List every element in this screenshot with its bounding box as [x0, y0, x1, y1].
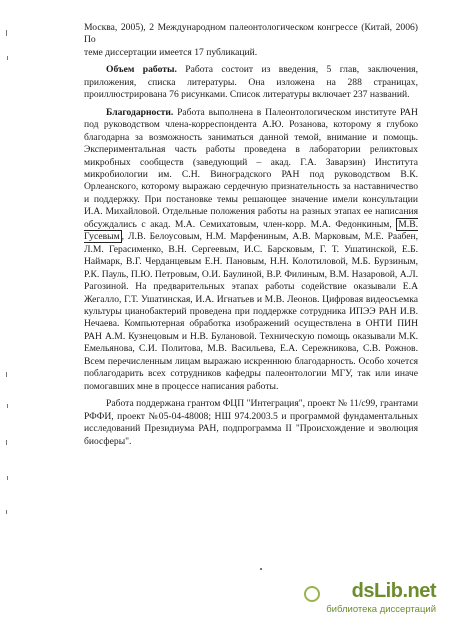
- watermark-caption: библиотека диссертаций: [326, 604, 436, 615]
- thanks-text-part-2: , Л.В. Белоусовым, Н.М. Марфениным, А.В. Марковым, М.Е. Раабен, Л.М. Герасименко, В.Н. Сергеевым, И.С. Барсковым, Г. Т. Ушатинской, Е.Б. Наймарк, В.Г. Черданцевым Е.Н. Пановым, Н.Н. Колотиловой, М.Б. Бурзиным, Р.К. Пауль, П.Ю. Петровым, О.И. Баулиной, В.Р. Филиным, В.М. Назаровой, А.Л. Рагозиной. На предварительных этапах работы содействие оказывали Е.А Жегалло, Г.Т. Ушатинская, И.А. Игнатьев и М.В. Леонов. Цифровая видеосъемка культуры цианобактерий проведена при поддержке сотрудника ИПЭЭ РАН И.В. Нечаева. Компьютерная обработка изображений осуществлена в ОНТИ ПИН РАН А.М. Кузнецовым и Н.В. Булановой. Техническую помощь оказывали М.К. Емельянова, С.И. Политова, М.В. Васильева, Е.А. Сережникова, С.В. Рожнов. Всем перечисленным лицам выражаю искреннюю благодарность. Особо хочется поблагодарить всех сотрудников кафедры палеонтологии МГУ, так или иначе помогавших мне в процессе написания работы.: [84, 231, 418, 392]
- scan-artifact: [6, 510, 7, 514]
- scan-artifact: [6, 440, 7, 445]
- logo-ring-icon: [304, 586, 320, 602]
- scan-artifact: [6, 30, 7, 36]
- volume-heading: Объем работы.: [106, 64, 177, 76]
- intro-line-1: Москва, 2005), 2 Международном палеонтологическом конгрессе (Китай, 2006) По: [84, 22, 418, 46]
- intro-paragraph: [84, 22, 418, 59]
- scan-artifact: [6, 372, 7, 377]
- scan-artifact: [7, 56, 8, 60]
- volume-paragraph: [84, 64, 418, 101]
- highlighted-name: М.В. Гусевым: [84, 218, 418, 243]
- volume-text: Работа состоит из введения, 5 глав, заключения, приложения, списка литературы. Она изложена на 288 страницах, проиллюстрирована 76 рисунками. Список литературы включает 237 названий.: [84, 64, 418, 101]
- watermark-site-name: dsLib.net: [351, 580, 436, 602]
- grant-paragraph: Работа поддержана грантом ФЦП "Интеграция", проект № 11/с99, грантами РФФИ, проект №05-04-48008; НШ 974.2003.5 и программой фундаментальных исследований Президиума РАН, подпрограмма II "Происхождение и эволюция биосферы".: [84, 398, 418, 447]
- thanks-heading: Благодарности.: [106, 106, 174, 118]
- thanks-paragraph: [84, 107, 418, 393]
- intro-line-2: теме диссертации имеется 17 публикаций.: [84, 46, 258, 58]
- document-body: [84, 22, 418, 448]
- thanks-text-part-1: Работа выполнена в Палеонтологическом институте РАН под руководством члена-корреспондента А.Ю. Розанова, которому я глубоко благодарна за возможность заниматься данной темой, внимание и помощь. Экспериментальная часть работы проведена в лаборатории реликтовых микробных сообществ (заведующий – акад. Г.А. Заварзин) Института микробиологии им. С.Н. Виноградского РАН под руководством В.К. Орлеанского, которому выражаю сердечную признательность за наставничество и поддержку. При постановке темы решающее значение имели консультации И.А. Михайловой. Отдельные положения работы на разных этапах ее написания обсуждались с акад. М.А. Семихатовым, член-корр. М.А. Федонкиным,: [84, 106, 418, 230]
- scan-artifact: [260, 568, 262, 570]
- scan-artifact: [7, 476, 8, 480]
- scan-artifact: [7, 404, 8, 408]
- watermark-logo: [318, 580, 436, 616]
